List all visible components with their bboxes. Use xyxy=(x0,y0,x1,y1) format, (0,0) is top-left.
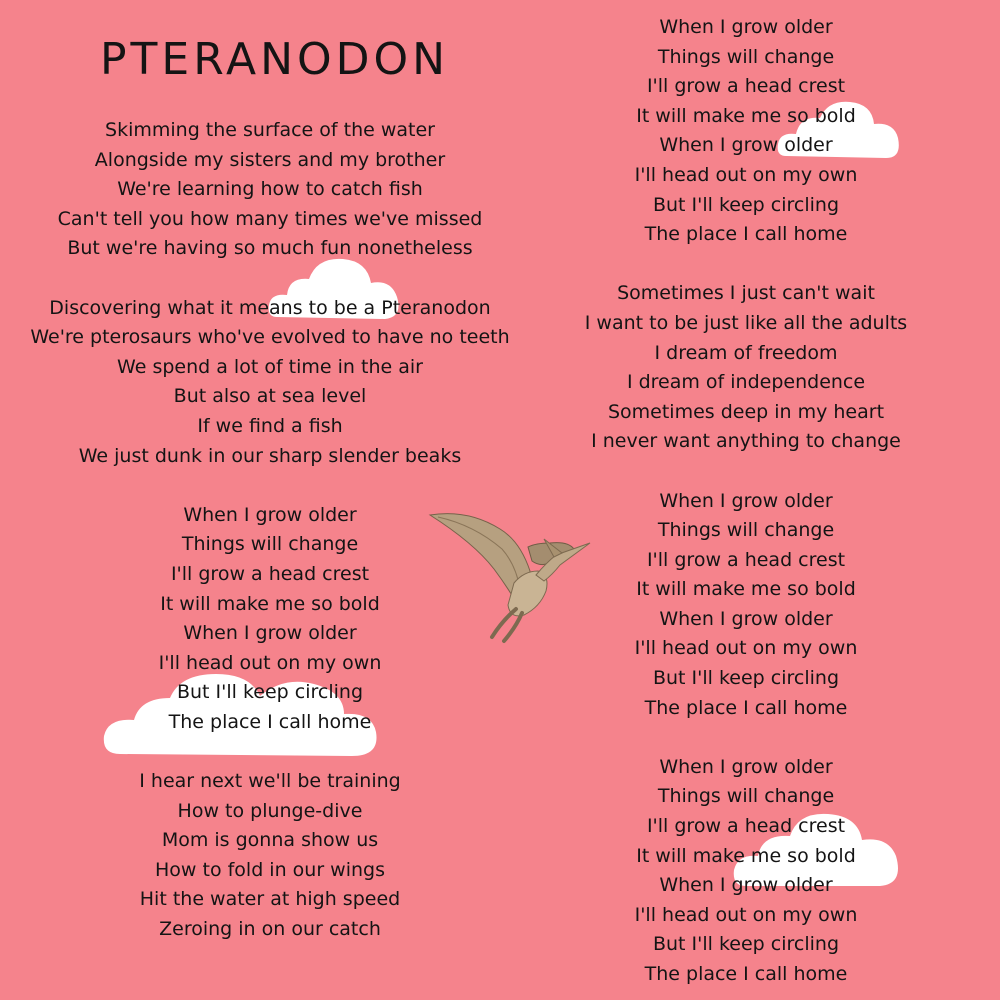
poem-line: But I'll keep circling xyxy=(176,681,364,704)
poem-line: It will make me so bold xyxy=(160,592,380,615)
poem-line: Things will change xyxy=(657,519,835,542)
poem-line: Hit the water at high speed xyxy=(139,888,401,911)
poem-line: I'll head out on my own xyxy=(634,163,858,186)
stanza xyxy=(496,279,996,457)
poem-line: But I'll keep circling xyxy=(652,193,840,216)
poem-line: I hear next we'll be training xyxy=(139,770,401,793)
right-poem-column xyxy=(496,13,996,990)
stanza xyxy=(20,294,520,472)
poem-line: How to plunge-dive xyxy=(177,799,363,822)
poem-line: But I'll keep circling xyxy=(652,933,840,956)
poem-line: It will make me so bold xyxy=(636,104,856,127)
poem-line: I want to be just like all the adults xyxy=(584,311,908,334)
poem-line: We're pterosaurs who've evolved to have no teeth xyxy=(30,326,510,349)
poem-line: Can't tell you how many times we've missed xyxy=(57,207,483,230)
poem-line: I'll head out on my own xyxy=(634,903,858,926)
poem-line: I'll head out on my own xyxy=(158,651,382,674)
poem-line: Sometimes deep in my heart xyxy=(607,400,885,423)
poem-line: When I grow older xyxy=(659,134,833,157)
pteranodon-illustration xyxy=(428,505,593,645)
poem-line: When I grow older xyxy=(659,16,833,38)
poem-line: Things will change xyxy=(657,785,835,808)
poem-line: Zeroing in on our catch xyxy=(159,918,381,941)
poem-line: We just dunk in our sharp slender beaks xyxy=(78,444,462,467)
poem-line: When I grow older xyxy=(659,607,833,630)
poem-line: When I grow older xyxy=(183,503,357,526)
poem-line: How to fold in our wings xyxy=(155,858,385,881)
poem-line: It will make me so bold xyxy=(636,844,856,867)
poem-line: But we're having so much fun nonetheless xyxy=(67,237,473,260)
poem-line: Alongside my sisters and my brother xyxy=(94,148,446,171)
poem-line: I dream of freedom xyxy=(654,341,838,364)
poem-line: The place I call home xyxy=(644,696,848,719)
poem-line: I dream of independence xyxy=(626,371,866,394)
poem-line: I'll head out on my own xyxy=(634,637,858,660)
poem-line: The place I call home xyxy=(168,710,372,733)
stanza xyxy=(496,753,996,990)
poem-line: I'll grow a head crest xyxy=(170,562,370,585)
poem-line: If we find a fish xyxy=(197,414,343,437)
poem-line: Things will change xyxy=(657,45,835,68)
page-title: PTERANODON xyxy=(100,34,450,85)
poem-line: I never want anything to change xyxy=(591,430,901,453)
stanza xyxy=(496,13,996,250)
poem-line: Mom is gonna show us xyxy=(161,829,379,852)
poem-line: I'll grow a head crest xyxy=(646,815,846,838)
poem-line: We spend a lot of time in the air xyxy=(117,355,423,378)
stanza xyxy=(20,767,520,945)
poem-line: When I grow older xyxy=(659,489,833,512)
poem-line: Skimming the surface of the water xyxy=(105,119,435,141)
poem-line: It will make me so bold xyxy=(636,578,856,601)
poem-line: The place I call home xyxy=(644,223,848,246)
poem-line: When I grow older xyxy=(659,755,833,778)
poem-line: We're learning how to catch fish xyxy=(117,178,423,201)
poem-line: But I'll keep circling xyxy=(652,667,840,690)
poem-line: Things will change xyxy=(181,533,359,556)
poem-line: I'll grow a head crest xyxy=(646,75,846,98)
poem-line: When I grow older xyxy=(659,874,833,897)
poem-line: Sometimes I just can't wait xyxy=(617,282,875,305)
stanza xyxy=(20,116,520,264)
poem-line: But also at sea level xyxy=(173,385,367,408)
poem-line: When I grow older xyxy=(183,622,357,645)
poem-line: Discovering what it means to be a Pteranodon xyxy=(49,296,491,319)
poem-line: The place I call home xyxy=(644,963,848,985)
poem-line: I'll grow a head crest xyxy=(646,548,846,571)
